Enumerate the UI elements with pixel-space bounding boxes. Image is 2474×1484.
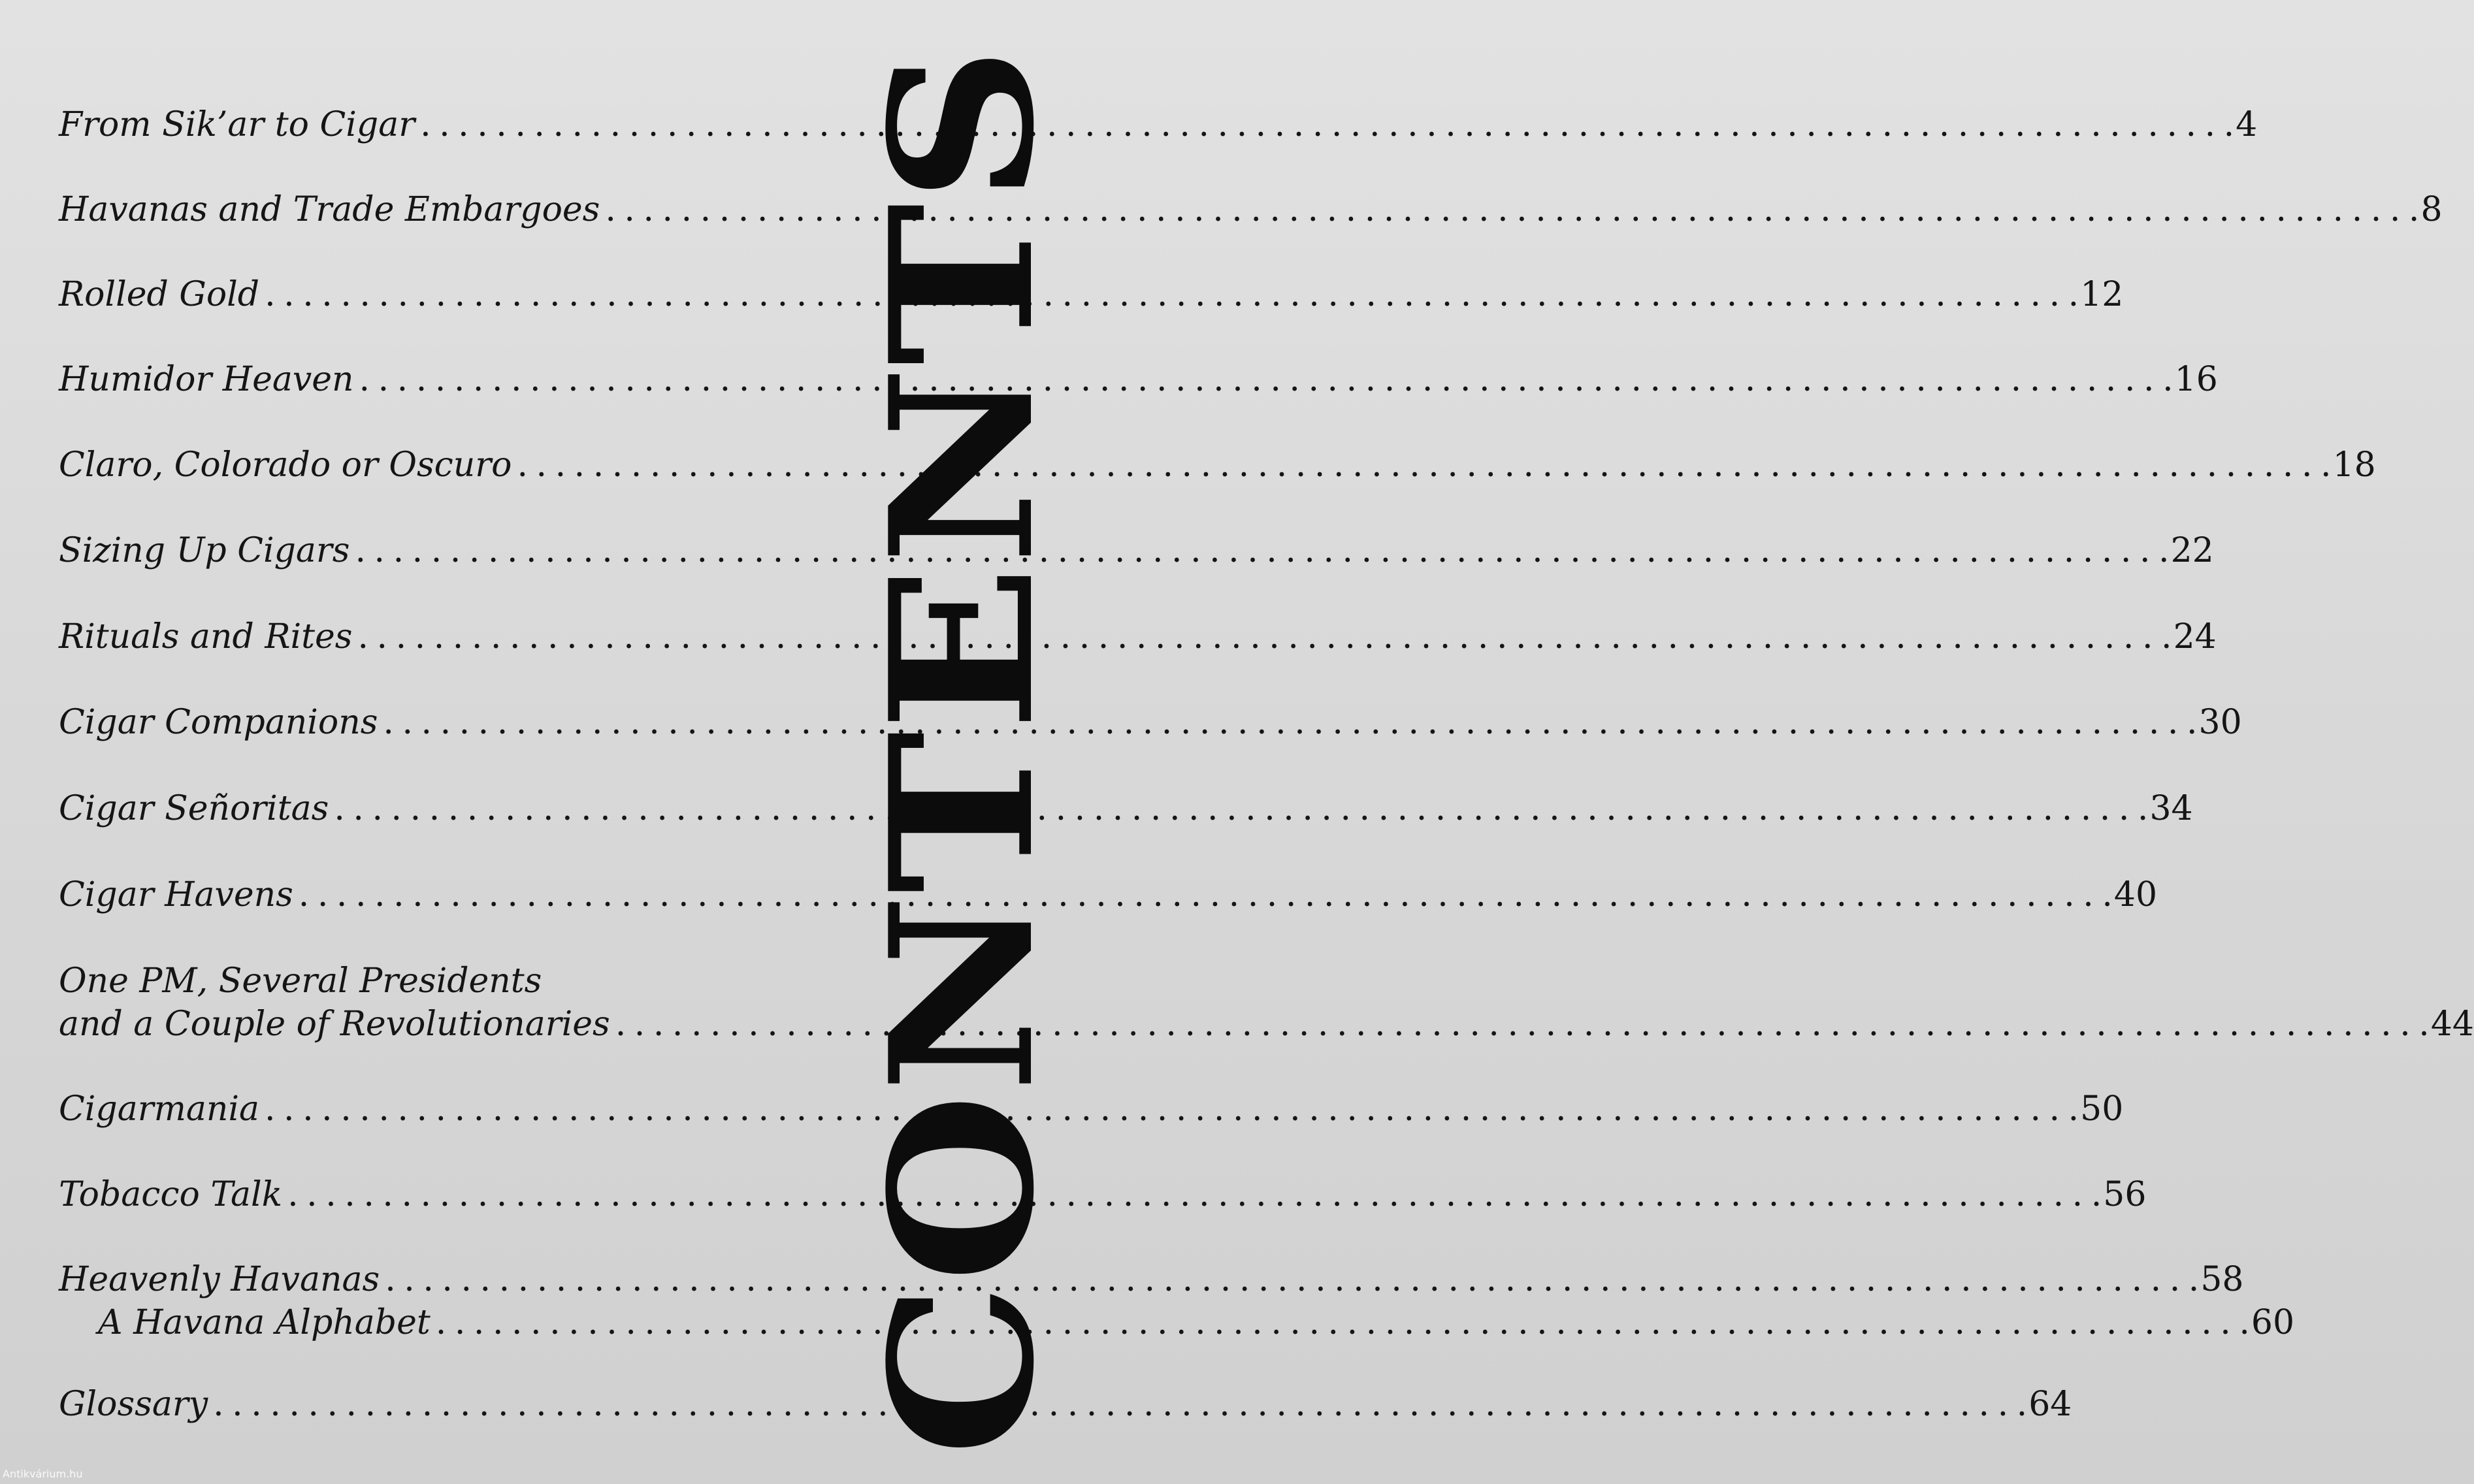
entry-title: Havanas and Trade Embargoes — [59, 190, 600, 229]
toc-entry[interactable] — [59, 444, 2376, 487]
toc-entry[interactable] — [59, 873, 2158, 916]
entry-title: Cigar Companions — [59, 703, 378, 742]
entry-title: and a Couple of Revolutionaries — [59, 1005, 610, 1044]
entry-title-line-1: One PM, Several Presidents — [59, 961, 542, 1001]
entry-title: Cigar Señoritas — [59, 789, 329, 828]
entry-title: Sizing Up Cigars — [59, 531, 350, 570]
entry-page-number: 56 — [2103, 1175, 2147, 1214]
toc-entry[interactable] — [59, 188, 2443, 231]
entry-page-number: 16 — [2174, 360, 2218, 399]
entry-page-number: 50 — [2080, 1089, 2124, 1129]
toc-entry[interactable] — [59, 529, 2214, 572]
contents-heading-text: CONTENTS — [847, 189, 1077, 1457]
entry-title: From Sik’ar to Cigar — [59, 105, 415, 144]
entry-page-number: 18 — [2332, 445, 2376, 485]
toc-entry[interactable] — [59, 273, 2124, 316]
toc-entry[interactable] — [59, 701, 2242, 744]
watermark: Antikvárium.hu — [3, 1468, 83, 1480]
entry-title: Rituals and Rites — [59, 617, 353, 656]
toc-entry[interactable] — [59, 615, 2217, 658]
toc-entry[interactable] — [59, 358, 2218, 401]
entry-page-number: 58 — [2200, 1260, 2244, 1299]
entry-page-number: 40 — [2113, 875, 2158, 914]
contents-heading — [847, 26, 1077, 1463]
entry-page-number: 34 — [2149, 789, 2193, 828]
entry-page-number: 64 — [2028, 1385, 2072, 1424]
entry-title: Claro, Colorado or Oscuro — [59, 445, 512, 485]
entry-title: Heavenly Havanas — [59, 1260, 380, 1299]
entry-title: Cigar Havens — [59, 875, 293, 914]
entry-title: Tobacco Talk — [59, 1175, 283, 1214]
dot-leader — [357, 615, 2170, 658]
entry-page-number: 8 — [2420, 190, 2443, 229]
toc-entry[interactable] — [59, 103, 2258, 146]
entry-page-number: 44 — [2430, 1005, 2474, 1044]
dot-leader — [359, 358, 2172, 401]
entry-page-number: 24 — [2173, 617, 2217, 656]
dot-leader — [420, 103, 2233, 146]
entry-page-number: 60 — [2251, 1303, 2295, 1342]
entry-title: Glossary — [59, 1385, 208, 1424]
entry-title: Cigarmania — [59, 1089, 259, 1129]
entry-page-number: 4 — [2236, 105, 2258, 144]
dot-leader — [517, 444, 2330, 487]
dot-leader — [383, 701, 2196, 744]
dot-leader — [385, 1258, 2198, 1301]
dot-leader — [287, 1173, 2100, 1216]
toc-entry[interactable] — [59, 1258, 2244, 1301]
dot-leader — [334, 787, 2147, 830]
entry-title: Rolled Gold — [59, 275, 260, 314]
dot-leader — [213, 1383, 2026, 1426]
toc-entry[interactable] — [59, 1173, 2147, 1216]
toc-subentry[interactable] — [59, 1301, 2295, 1344]
contents-heading-vertical — [847, 26, 1077, 1463]
entry-page-number: 30 — [2198, 703, 2242, 742]
dot-leader — [436, 1301, 2249, 1344]
entry-title: Humidor Heaven — [59, 360, 354, 399]
entry-page-number: 12 — [2080, 275, 2124, 314]
toc-entry[interactable] — [59, 1383, 2072, 1426]
dot-leader — [265, 273, 2077, 316]
toc-entry[interactable] — [59, 1088, 2124, 1131]
toc-entry[interactable] — [59, 787, 2193, 830]
toc-entry[interactable] — [59, 960, 2474, 1046]
entry-title: A Havana Alphabet — [98, 1303, 431, 1342]
dot-leader — [299, 873, 2111, 916]
dot-leader — [355, 529, 2168, 572]
dot-leader — [265, 1088, 2077, 1131]
entry-page-number: 22 — [2170, 531, 2214, 570]
